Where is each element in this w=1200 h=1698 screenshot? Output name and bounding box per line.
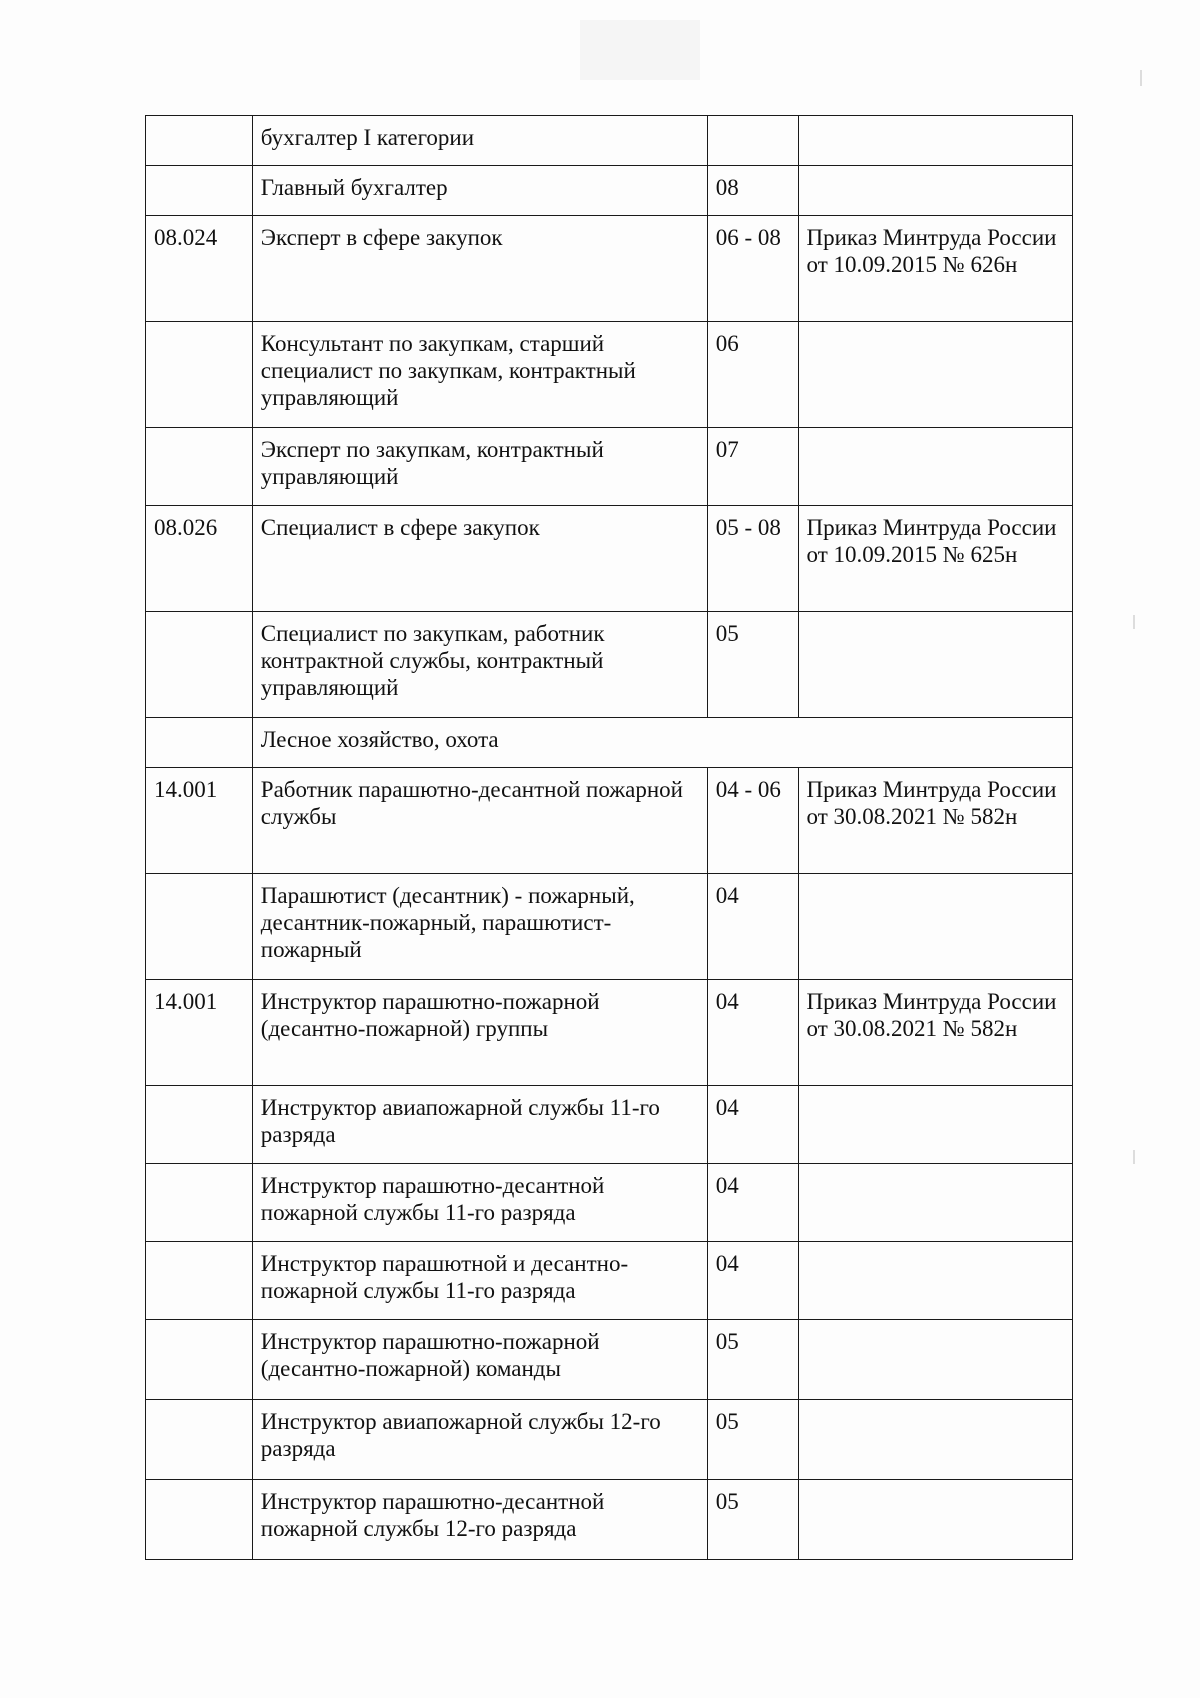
level-cell: 04: [707, 1086, 798, 1164]
document-cell: [798, 322, 1072, 428]
code-cell: 08.026: [146, 506, 253, 612]
document-cell: [798, 1320, 1072, 1400]
table-row: [146, 1086, 1073, 1164]
code-cell: 14.001: [146, 980, 253, 1086]
level-cell: 04: [707, 1242, 798, 1320]
document-cell: [798, 612, 1072, 718]
level-cell: [707, 116, 798, 166]
code-cell: [146, 1400, 253, 1480]
name-cell: Главный бухгалтер: [252, 166, 707, 216]
table-row: [146, 428, 1073, 506]
code-cell: [146, 718, 253, 768]
table-row: [146, 116, 1073, 166]
document-cell: Приказ Минтруда России от 30.08.2021 № 582н: [798, 768, 1072, 874]
table-row: [146, 1320, 1073, 1400]
level-cell: 05: [707, 1480, 798, 1560]
name-cell: Инструктор авиапожарной службы 12-го разряда: [252, 1400, 707, 1480]
table-row: [146, 506, 1073, 612]
name-cell: Инструктор парашютно-пожарной (десантно-пожарной) команды: [252, 1320, 707, 1400]
code-cell: [146, 322, 253, 428]
name-cell: Парашютист (десантник) - пожарный, десантник-пожарный, парашютист-пожарный: [252, 874, 707, 980]
code-cell: [146, 116, 253, 166]
table-row: [146, 216, 1073, 322]
document-cell: [798, 1164, 1072, 1242]
table-row: [146, 1242, 1073, 1320]
level-cell: 08: [707, 166, 798, 216]
code-cell: [146, 166, 253, 216]
code-cell: 08.024: [146, 216, 253, 322]
code-cell: [146, 1086, 253, 1164]
level-cell: 06: [707, 322, 798, 428]
document-cell: [798, 1480, 1072, 1560]
table-row: [146, 322, 1073, 428]
table-row: [146, 1400, 1073, 1480]
code-cell: [146, 874, 253, 980]
name-cell: Эксперт по закупкам, контрактный управляющий: [252, 428, 707, 506]
document-cell: [798, 166, 1072, 216]
document-cell: [798, 1400, 1072, 1480]
scan-speck: [1140, 70, 1142, 86]
level-cell: 05: [707, 612, 798, 718]
code-cell: [146, 1320, 253, 1400]
document-cell: [798, 428, 1072, 506]
code-cell: [146, 1164, 253, 1242]
code-cell: [146, 612, 253, 718]
name-cell: Инструктор парашютно-десантной пожарной службы 12-го разряда: [252, 1480, 707, 1560]
name-cell: бухгалтер I категории: [252, 116, 707, 166]
table-row: [146, 768, 1073, 874]
code-cell: 14.001: [146, 768, 253, 874]
document-cell: Приказ Минтруда России от 30.08.2021 № 582н: [798, 980, 1072, 1086]
document-cell: [798, 116, 1072, 166]
code-cell: [146, 1242, 253, 1320]
level-cell: 05: [707, 1320, 798, 1400]
document-cell: Приказ Минтруда России от 10.09.2015 № 626н: [798, 216, 1072, 322]
scan-speck: [1133, 615, 1135, 629]
document-cell: [798, 874, 1072, 980]
table-row: [146, 612, 1073, 718]
table-row: [146, 874, 1073, 980]
code-cell: [146, 1480, 253, 1560]
level-cell: 05: [707, 1400, 798, 1480]
document-cell: [798, 1242, 1072, 1320]
name-cell: Инструктор парашютно-десантной пожарной службы 11-го разряда: [252, 1164, 707, 1242]
code-cell: [146, 428, 253, 506]
section-row: [146, 718, 1073, 768]
table-row: [146, 1480, 1073, 1560]
scan-speck: [580, 20, 700, 80]
level-cell: 04 - 06: [707, 768, 798, 874]
name-cell: Работник парашютно-десантной пожарной службы: [252, 768, 707, 874]
name-cell: Инструктор парашютно-пожарной (десантно-пожарной) группы: [252, 980, 707, 1086]
table-row: [146, 980, 1073, 1086]
name-cell: Эксперт в сфере закупок: [252, 216, 707, 322]
name-cell: Консультант по закупкам, старший специалист по закупкам, контрактный управляющий: [252, 322, 707, 428]
level-cell: 06 - 08: [707, 216, 798, 322]
level-cell: 04: [707, 874, 798, 980]
name-cell: Специалист по закупкам, работник контрактной службы, контрактный управляющий: [252, 612, 707, 718]
name-cell: Специалист в сфере закупок: [252, 506, 707, 612]
name-cell: Инструктор парашютной и десантно-пожарной службы 11-го разряда: [252, 1242, 707, 1320]
profession-table: [145, 115, 1073, 1560]
table-row: [146, 166, 1073, 216]
section-heading: Лесное хозяйство, охота: [252, 718, 1072, 768]
level-cell: 04: [707, 1164, 798, 1242]
document-cell: Приказ Минтруда России от 10.09.2015 № 625н: [798, 506, 1072, 612]
level-cell: 05 - 08: [707, 506, 798, 612]
level-cell: 07: [707, 428, 798, 506]
table-row: [146, 1164, 1073, 1242]
level-cell: 04: [707, 980, 798, 1086]
scan-speck: [1133, 1150, 1135, 1164]
document-cell: [798, 1086, 1072, 1164]
name-cell: Инструктор авиапожарной службы 11-го разряда: [252, 1086, 707, 1164]
